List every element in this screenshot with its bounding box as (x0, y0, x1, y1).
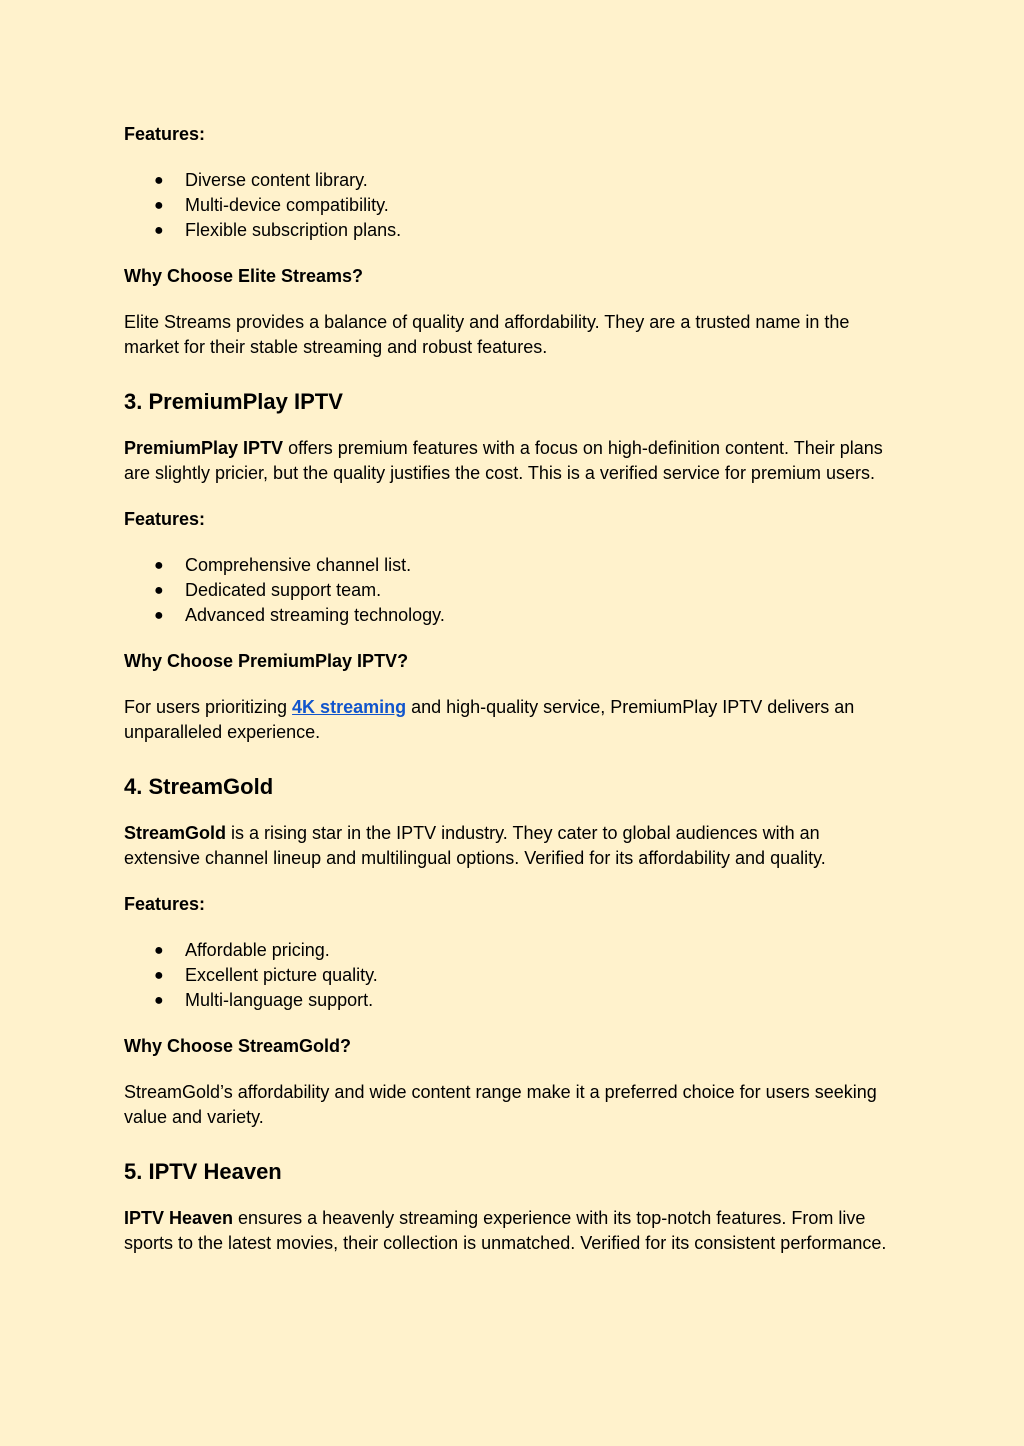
features-label: Features: (124, 509, 206, 529)
why-choose-heading: Why Choose PremiumPlay IPTV? (124, 651, 409, 671)
why-choose-heading: Why Choose StreamGold? (124, 1036, 352, 1056)
bullet-icon: ● (154, 172, 164, 189)
service-name: IPTV Heaven (124, 1208, 234, 1228)
section-heading: 5. IPTV Heaven (124, 1159, 282, 1184)
list-item: ● Advanced streaming technology. (124, 603, 900, 628)
list-item: ● Multi-device compatibility. (124, 193, 900, 218)
list-item: ● Multi-language support. (124, 988, 900, 1013)
why-choose-paragraph: StreamGold’s affordability and wide content range make it a preferred choice for users seeking value and variety. (124, 1082, 877, 1127)
list-item: ● Excellent picture quality. (124, 963, 900, 988)
why-choose-heading: Why Choose Elite Streams? (124, 266, 364, 286)
features-label: Features: (124, 124, 206, 144)
bullet-icon: ● (154, 582, 164, 599)
why-choose-paragraph: For users prioritizing 4K streaming and high-quality service, PremiumPlay IPTV delivers an unparalleled experience. (124, 697, 855, 742)
features-list (124, 553, 900, 628)
bullet-icon: ● (154, 992, 164, 1009)
document-body (124, 122, 900, 1277)
list-item: ● Affordable pricing. (124, 938, 900, 963)
features-list (124, 938, 900, 1013)
intro-paragraph: PremiumPlay IPTV offers premium features with a focus on high-definition content. Their plans are slightly pricier, but the quality justifies the cost. This is a verified service for premium users. (124, 438, 883, 483)
list-item: ● Dedicated support team. (124, 578, 900, 603)
features-label: Features: (124, 894, 206, 914)
section-heading: 3. PremiumPlay IPTV (124, 389, 343, 414)
intro-paragraph: IPTV Heaven ensures a heavenly streaming experience with its top-notch features. From live sports to the latest movies, their collection is unmatched. Verified for its consistent performance. (124, 1208, 887, 1253)
features-list (124, 168, 900, 243)
intro-paragraph: StreamGold is a rising star in the IPTV industry. They cater to global audiences with an extensive channel lineup and multilingual options. Verified for its affordability and quality. (124, 823, 826, 868)
bullet-icon: ● (154, 197, 164, 214)
list-item: ● Diverse content library. (124, 168, 900, 193)
list-item: ● Comprehensive channel list. (124, 553, 900, 578)
bullet-icon: ● (154, 557, 164, 574)
why-choose-paragraph: Elite Streams provides a balance of quality and affordability. They are a trusted name in the market for their stable streaming and robust features. (124, 312, 850, 357)
4k-streaming-link[interactable]: 4K streaming (292, 697, 407, 717)
bullet-icon: ● (154, 607, 164, 624)
list-item: ● Flexible subscription plans. (124, 218, 900, 243)
bullet-icon: ● (154, 942, 164, 959)
service-name: StreamGold (124, 823, 227, 843)
bullet-icon: ● (154, 967, 164, 984)
service-name: PremiumPlay IPTV (124, 438, 284, 458)
bullet-icon: ● (154, 222, 164, 239)
section-heading: 4. StreamGold (124, 774, 274, 799)
